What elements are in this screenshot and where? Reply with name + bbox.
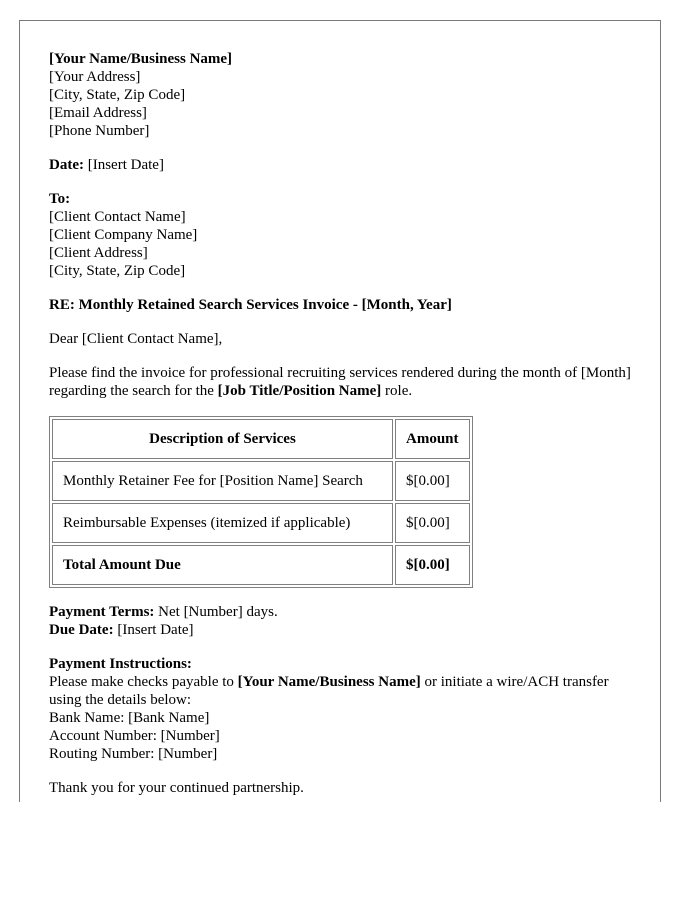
recipient-address: [Client Address]: [49, 245, 148, 261]
services-table: [49, 416, 473, 588]
payment-terms-block: [49, 603, 631, 639]
bank-name: Bank Name: [Bank Name]: [49, 710, 210, 726]
payment-instructions-block: [49, 655, 631, 763]
payment-payee: [Your Name/Business Name]: [237, 674, 421, 690]
payment-instructions-text: [49, 673, 631, 709]
invoice-letter: [19, 20, 661, 802]
sender-name: [Your Name/Business Name]: [49, 51, 233, 67]
sender-phone: [Phone Number]: [49, 123, 150, 139]
recipient-company-name: [Client Company Name]: [49, 227, 198, 243]
header-description: Description of Services: [52, 419, 393, 459]
payment-terms-line: [49, 603, 631, 621]
row-amount: $[0.00]: [395, 461, 470, 501]
date-label: Date:: [49, 157, 84, 173]
payment-text-start: Please make checks payable to: [49, 674, 238, 690]
payment-text-end: or initiate a wire/ACH transfer using the details below:: [49, 674, 609, 708]
total-row: [52, 545, 470, 585]
subject-line: RE: Monthly Retained Search Services Invoice - [Month, Year]: [49, 297, 452, 313]
table-row: [52, 503, 470, 543]
intro-text-start: Please find the invoice for professional recruiting services rendered during the month of [Month] regarding the search for the: [49, 365, 631, 399]
header-amount: Amount: [395, 419, 470, 459]
table-header-row: [52, 419, 470, 459]
intro-paragraph: [49, 364, 631, 400]
recipient-label: To:: [49, 191, 71, 207]
row-description: Reimbursable Expenses (itemized if applicable): [52, 503, 393, 543]
row-description: Monthly Retainer Fee for [Position Name] Search: [52, 461, 393, 501]
due-date-value: [Insert Date]: [113, 622, 194, 638]
date-value: [Insert Date]: [87, 157, 164, 173]
due-date-label: Due Date:: [49, 622, 114, 638]
due-date-line: [49, 621, 631, 639]
total-label: Total Amount Due: [52, 545, 393, 585]
sender-email: [Email Address]: [49, 105, 147, 121]
date-line: [49, 156, 631, 174]
sender-address: [Your Address]: [49, 69, 141, 85]
payment-terms-label: Payment Terms:: [49, 604, 155, 620]
account-number: Account Number: [Number]: [49, 728, 220, 744]
row-amount: $[0.00]: [395, 503, 470, 543]
sender-city-state-zip: [City, State, Zip Code]: [49, 87, 186, 103]
intro-text-end: role.: [381, 383, 413, 399]
recipient-contact-name: [Client Contact Name]: [49, 209, 186, 225]
sender-block: [49, 50, 631, 140]
routing-number: Routing Number: [Number]: [49, 746, 218, 762]
table-row: [52, 461, 470, 501]
payment-terms-value: Net [Number] days.: [154, 604, 278, 620]
intro-job-title: [Job Title/Position Name]: [217, 383, 382, 399]
closing-line: Thank you for your continued partnership.: [49, 780, 304, 796]
recipient-block: [49, 190, 631, 280]
salutation: Dear [Client Contact Name],: [49, 331, 223, 347]
total-amount: $[0.00]: [395, 545, 470, 585]
recipient-city-state-zip: [City, State, Zip Code]: [49, 263, 186, 279]
payment-instructions-label: Payment Instructions:: [49, 656, 192, 672]
